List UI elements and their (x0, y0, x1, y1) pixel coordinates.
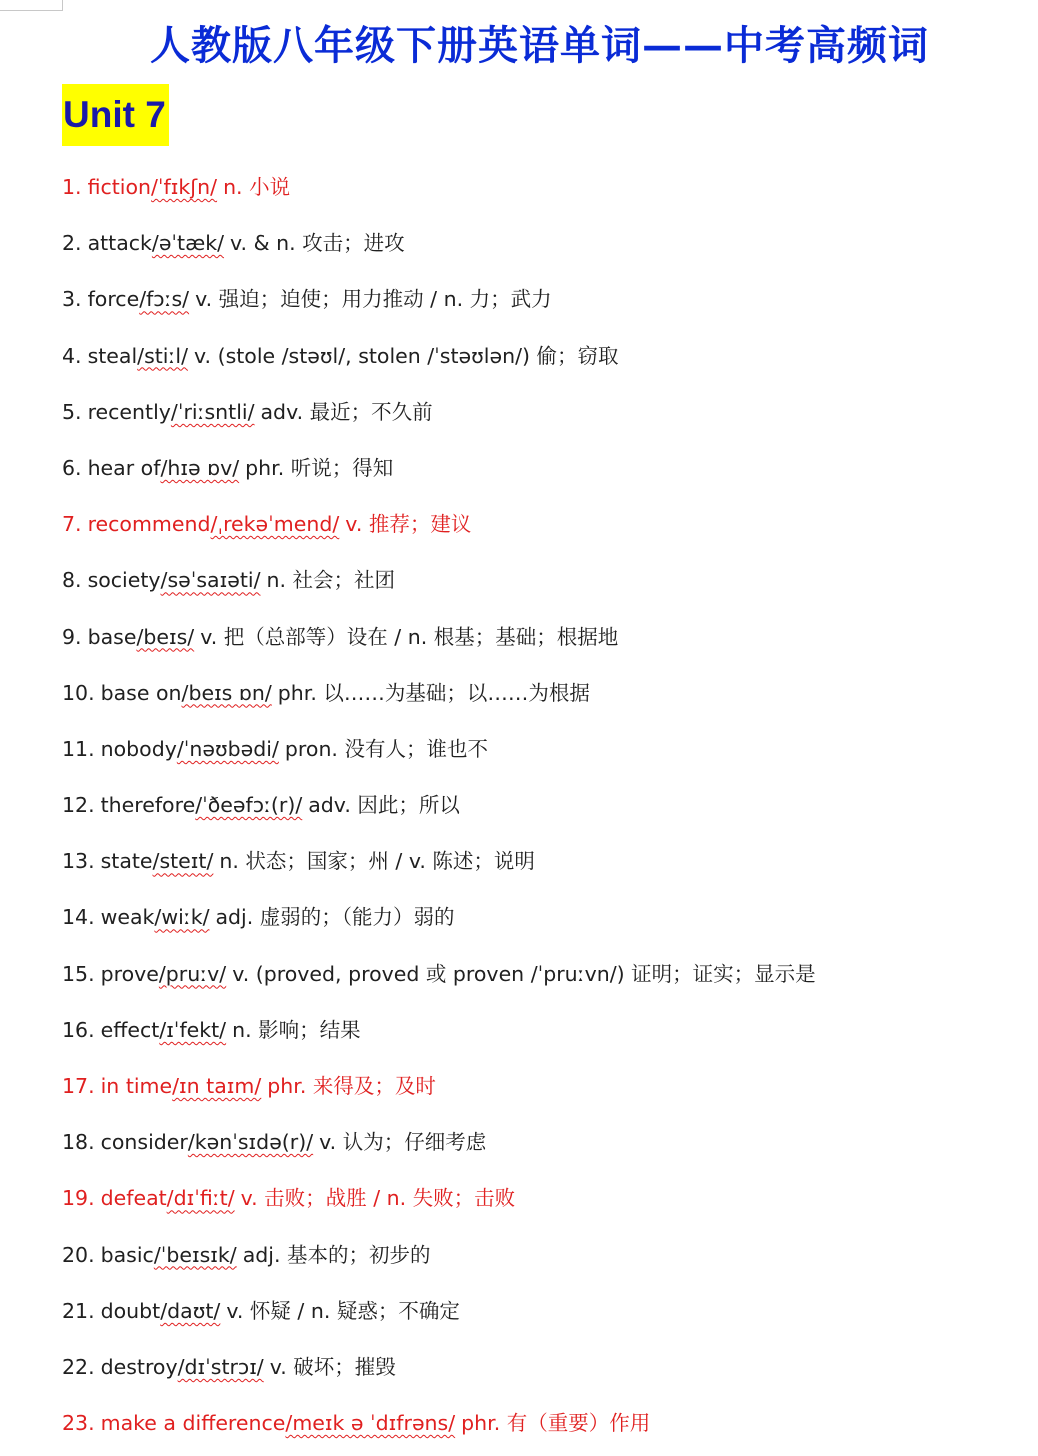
entry-definition: n. 社会；社团 (266, 568, 396, 593)
entry-definition: phr. 有（重要）作用 (461, 1411, 651, 1436)
entry-phonetic: /ˈfɪkʃn/ (151, 175, 218, 199)
entry-number: 20. (62, 1242, 95, 1267)
entry-word: in time (100, 1074, 173, 1098)
vocab-entry (62, 1286, 816, 1342)
entry-phonetic: /ˈðeəfɔː(r)/ (195, 793, 303, 818)
unit-heading: Unit 7 (62, 84, 169, 146)
entry-definition: adv. 最近；不久前 (260, 399, 433, 424)
entry-word: doubt (100, 1298, 161, 1323)
vocab-entry (62, 162, 816, 218)
entry-phonetic: /wiːk/ (154, 905, 210, 930)
entry-word: recommend (87, 512, 211, 537)
entry-number: 16. (62, 1017, 95, 1042)
vocab-entry (62, 724, 816, 780)
document-title: 人教版八年级下册英语单词——中考高频词 (150, 22, 929, 69)
entry-phonetic: /dɪˈstrɔɪ/ (177, 1354, 264, 1379)
entry-definition: v. 把（总部等）设在 / n. 根基；基础；根据地 (200, 624, 619, 649)
entry-word: force (87, 287, 140, 312)
vocab-entry (62, 1173, 816, 1229)
vocab-entry (62, 1005, 816, 1061)
vocab-entry (62, 949, 816, 1005)
vocab-entry (62, 668, 816, 724)
entry-definition: v. 强迫；迫使；用力推动 / n. 力；武力 (195, 287, 552, 312)
vocab-entry (62, 892, 816, 948)
entry-word: effect (100, 1017, 160, 1042)
entry-number: 15. (62, 961, 95, 986)
entry-number: 11. (62, 736, 95, 761)
entry-word: weak (100, 905, 155, 930)
entry-number: 10. (62, 680, 95, 705)
entry-phonetic: /steɪt/ (152, 849, 214, 874)
entry-definition: adj. 虚弱的；（能力）弱的 (215, 905, 455, 930)
entry-number: 7. (62, 512, 82, 537)
entry-definition: n. 小说 (223, 175, 291, 199)
entry-word: steal (87, 343, 138, 368)
entry-definition: v. 击败；战胜 / n. 失败；击败 (240, 1186, 516, 1211)
entry-phonetic: /ˈnəʊbədi/ (176, 736, 279, 761)
entry-number: 18. (62, 1130, 95, 1155)
entry-word: base (87, 624, 137, 649)
entry-definition: adj. 基本的；初步的 (242, 1242, 431, 1267)
entry-phonetic: /ˈbeɪsɪk/ (153, 1242, 237, 1267)
entry-definition: phr. 以……为基础；以……为根据 (277, 680, 590, 705)
entry-number: 3. (62, 287, 82, 312)
entry-definition: v. 破坏；摧毁 (269, 1354, 396, 1379)
entry-phonetic: /dɪˈfiːt/ (166, 1186, 235, 1211)
entry-word: destroy (100, 1354, 178, 1379)
entry-phonetic: /fɔːs/ (139, 287, 190, 312)
entry-number: 2. (62, 231, 82, 256)
entry-number: 23. (62, 1411, 95, 1436)
entry-word: basic (100, 1242, 154, 1267)
vocab-entry (62, 387, 816, 443)
entry-definition: v. & n. 攻击；进攻 (230, 231, 405, 256)
entry-phonetic: /beɪs/ (136, 624, 195, 649)
vocab-entry (62, 1342, 816, 1398)
entry-phonetic: /hɪə ɒv/ (160, 455, 240, 480)
entry-number: 8. (62, 568, 82, 593)
entry-phonetic: /ˈriːsntli/ (170, 399, 255, 424)
entry-definition: v. 怀疑 / n. 疑惑；不确定 (226, 1298, 460, 1323)
entry-word: make a difference (100, 1411, 286, 1436)
vocab-entry (62, 612, 816, 668)
entry-word: prove (100, 961, 159, 986)
entry-phonetic: /əˈtæk/ (151, 231, 225, 256)
entry-definition: n. 状态；国家；州 / v. 陈述；说明 (219, 849, 535, 874)
vocab-entry (62, 218, 816, 274)
vocab-entry (62, 443, 816, 499)
entry-number: 5. (62, 399, 82, 424)
vocab-entry (62, 331, 816, 387)
vocab-entry (62, 1061, 816, 1117)
entry-word: consider (100, 1130, 188, 1155)
entry-definition: adv. 因此；所以 (308, 793, 460, 818)
entry-phonetic: /ɪn taɪm/ (172, 1074, 262, 1098)
entry-word: therefore (100, 793, 196, 818)
entry-number: 1. (62, 175, 82, 199)
page-corner-mark (0, 0, 63, 11)
entry-definition: v. (proved, proved 或 proven /ˈpruːvn/) 证明；证实；显示是 (232, 961, 816, 986)
entry-number: 13. (62, 849, 95, 874)
entry-phonetic: /daʊt/ (160, 1298, 221, 1323)
entry-phonetic: /beɪs ɒn/ (181, 680, 272, 705)
entry-definition: v. 推荐；建议 (345, 512, 472, 537)
vocabulary-list (62, 162, 816, 1454)
entry-phonetic: /kənˈsɪdə(r)/ (187, 1130, 314, 1155)
entry-definition: pron. 没有人；谁也不 (284, 736, 488, 761)
entry-phonetic: /stiːl/ (137, 343, 188, 368)
vocab-entry (62, 499, 816, 555)
entry-phonetic: /səˈsaɪəti/ (160, 568, 261, 593)
entry-number: 17. (62, 1074, 95, 1098)
entry-word: state (100, 849, 153, 874)
entry-number: 22. (62, 1354, 95, 1379)
vocab-entry (62, 780, 816, 836)
entry-word: fiction (87, 175, 152, 199)
entry-phonetic: /meɪk ə ˈdɪfrəns/ (285, 1411, 456, 1436)
entry-word: defeat (100, 1186, 167, 1211)
entry-phonetic: /pruːv/ (158, 961, 227, 986)
vocab-entry (62, 1398, 816, 1454)
entry-definition: phr. 来得及；及时 (267, 1074, 436, 1098)
entry-word: society (87, 568, 161, 593)
entry-number: 19. (62, 1186, 95, 1211)
vocab-entry (62, 555, 816, 611)
entry-phonetic: /ˌrekəˈmend/ (210, 512, 340, 537)
entry-word: nobody (100, 736, 177, 761)
entry-definition: n. 影响；结果 (232, 1017, 361, 1042)
entry-definition: v. (stole /stəʊl/, stolen /ˈstəʊlən/) 偷；窃取 (194, 343, 619, 368)
entry-word: recently (87, 399, 171, 424)
entry-definition: phr. 听说；得知 (245, 455, 394, 480)
entry-number: 21. (62, 1298, 95, 1323)
entry-number: 14. (62, 905, 95, 930)
entry-word: base on (100, 680, 182, 705)
vocab-entry (62, 274, 816, 330)
entry-number: 6. (62, 455, 82, 480)
entry-number: 12. (62, 793, 95, 818)
entry-number: 4. (62, 343, 82, 368)
entry-definition: v. 认为；仔细考虑 (319, 1130, 487, 1155)
vocab-entry (62, 1117, 816, 1173)
vocab-entry (62, 1230, 816, 1286)
vocab-entry (62, 836, 816, 892)
entry-word: attack (87, 231, 152, 256)
entry-phonetic: /ɪˈfekt/ (159, 1017, 227, 1042)
entry-word: hear of (87, 455, 161, 480)
entry-number: 9. (62, 624, 82, 649)
